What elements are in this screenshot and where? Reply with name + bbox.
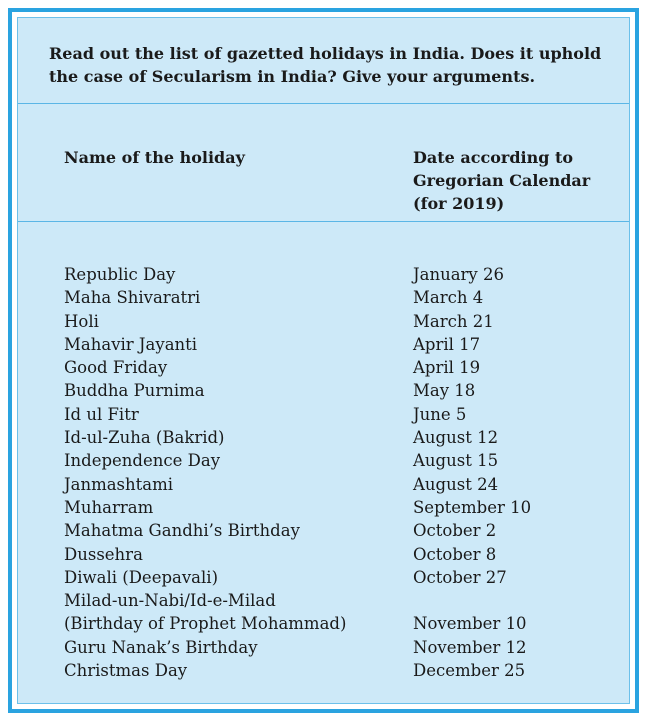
column-header-name: Name of the holiday (64, 148, 245, 167)
holiday-date: April 17 (413, 334, 481, 354)
holiday-name: Id-ul-Zuha (Bakrid) (64, 428, 225, 448)
holiday-name: Diwali (Deepavali) (64, 567, 219, 587)
holiday-date: November 12 (413, 637, 527, 657)
table-row (18, 589, 629, 612)
holiday-date: November 10 (413, 614, 527, 634)
holiday-name: Independence Day (64, 451, 221, 471)
activity-box-frame (8, 8, 639, 713)
table-row (18, 403, 629, 426)
table-row (18, 356, 629, 379)
holiday-name: Christmas Day (64, 661, 188, 681)
holiday-date: August 15 (413, 451, 499, 471)
table-row (18, 496, 629, 519)
table-row (18, 543, 629, 566)
holiday-date: January 26 (413, 265, 504, 284)
holiday-date: March 4 (413, 288, 484, 308)
holiday-date: May 18 (413, 381, 476, 401)
column-header-date (413, 146, 613, 215)
holiday-date: October 8 (413, 544, 497, 564)
table-row (18, 473, 629, 496)
holiday-name: Janmashtami (64, 474, 174, 494)
table-row (18, 659, 629, 682)
holiday-date: August 24 (413, 474, 499, 494)
table-row (18, 379, 629, 402)
table-row (18, 449, 629, 472)
holiday-list (18, 263, 629, 682)
column-header-date-line: (for 2019) (413, 194, 505, 213)
table-row (18, 519, 629, 542)
holiday-name: Republic Day (64, 265, 176, 284)
table-row (18, 636, 629, 659)
holiday-date: September 10 (413, 497, 532, 517)
question-text: Read out the list of gazetted holidays in India. Does it uphold the case of Secularism in India? Give your arguments. (49, 44, 602, 86)
holiday-date: June 5 (413, 404, 467, 424)
holiday-name: Maha Shivaratri (64, 288, 201, 308)
table-row (18, 286, 629, 309)
holiday-date: October 27 (413, 567, 507, 587)
divider (18, 221, 629, 222)
table-row (18, 426, 629, 449)
holiday-name: Guru Nanak’s Birthday (64, 637, 258, 657)
holiday-date: March 21 (413, 311, 494, 331)
activity-box (17, 17, 630, 704)
column-header-date-line: Date according to (413, 148, 574, 167)
holiday-date: April 19 (413, 358, 481, 378)
table-row (18, 333, 629, 356)
holiday-date: August 12 (413, 428, 499, 448)
table-row (18, 566, 629, 589)
table-row (18, 310, 629, 333)
holiday-name: Mahatma Gandhi’s Birthday (64, 521, 300, 541)
holiday-name: Mahavir Jayanti (64, 334, 198, 354)
column-header-date-line: Gregorian Calendar (413, 171, 591, 190)
holiday-date: October 2 (413, 521, 497, 541)
holiday-name: Good Friday (64, 358, 168, 378)
holiday-name: Dussehra (64, 544, 143, 564)
holiday-name: Muharram (64, 497, 154, 517)
holiday-name: Milad-un-Nabi/Id-e-Milad (64, 591, 276, 611)
table-row (18, 612, 629, 635)
table-row (18, 263, 629, 286)
holiday-name: Id ul Fitr (64, 404, 139, 424)
holiday-date: December 25 (413, 661, 526, 681)
holiday-name: (Birthday of Prophet Mohammad) (64, 614, 347, 634)
divider (18, 103, 629, 104)
holiday-name: Buddha Purnima (64, 381, 205, 401)
holiday-name: Holi (64, 311, 99, 331)
